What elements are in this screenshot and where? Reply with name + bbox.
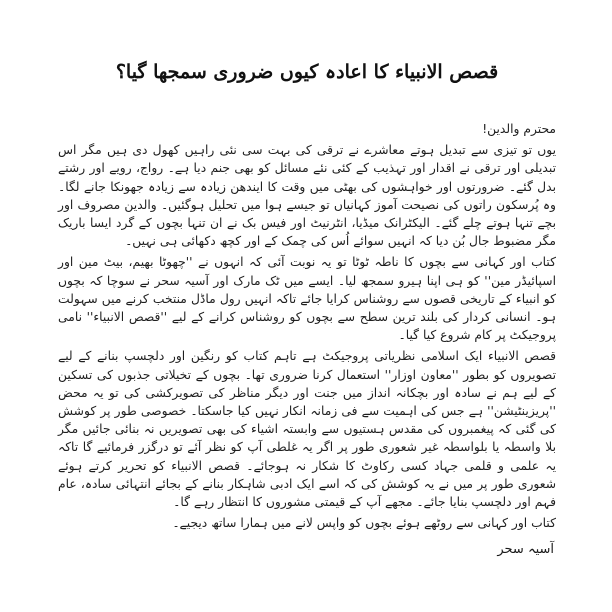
paragraph-4: کتاب اور کہانی سے روٹھے ہوئے بچوں کو واپس لانے میں ہمارا ساتھ دیجیے۔ [172, 516, 556, 531]
paragraph-3: قصص الانبیاء ایک اسلامی نظریاتی پروجیکٹ ہے تاہم کتاب کو رنگین اور دلچسپ بنانے کے لیے تصویروں کو بطور ''معاون اوزار'' استعمال کرنا ضروری تھا۔ بچوں کے تخیلاتی جذبوں کی تسکین کے لیے ہم نے سادہ اور بچکانہ انداز میں جنت اور دیگر مناظر کی تصویرکشی کی تو یہ محض ''پریزینٹیشن'' ہے جس کی اہمیت سے فی زمانہ انکار نہیں کیا جاسکتا۔ خصوصی طور پر کوشش کی گئی کہ پیغمبروں کی مقدس ہستیوں سے وابستہ اشیاء کی بھی تصویریں نہ بنائی جائیں مگر بلا واسطہ یا بلواسطہ غیر شعوری طور پر اگر یہ غلطی آپ کو نظر آئے تو درگزر فرمائیے گا تاکہ یہ علمی و قلمی جہاد کسی رکاوٹ کا شکار نہ ہوجائے۔ قصص الانبیاء کو تحریر کرتے ہوئے شعوری طور پر میں نے یہ کوشش کی کہ اسے ایک ادبی شاہکار بنانے کے بجائے انتہائی سادہ، عام فہم اور دلچسپ بنایا جائے۔ مجھے آپ کے قیمتی مشوروں کا انتظار رہے گا۔ [58, 349, 556, 510]
paragraph-2: کتاب اور کہانی سے بچوں کا ناطہ ٹوٹا تو یہ نوبت آئی کہ انہوں نے ''چھوٹا بھیم، بیٹ مین اور اسپائیڈر مین'' کو ہی اپنا ہیرو سمجھ لیا۔ ایسے میں ٹک مارک اور آسیہ سحر نے سوچا کہ بچوں کو انبیاء کے تاریخی قصوں سے روشناس کرایا جائے تاکہ انہیں رول ماڈل منتخب کرنے میں سہولت ہو۔ انسانی کردار کی بلند ترین سطح سے بچوں کو روشناس کرانے کے لیے ''قصص الانبیاء'' نامی پروجیکٹ پر کام شروع کیا گیا۔ [58, 255, 556, 343]
page-title: قصص الانبیاء کا اعادہ کیوں ضروری سمجھا گیا؟ [115, 61, 499, 83]
signature: آسیہ سحر [497, 542, 554, 558]
paragraph-1: یوں تو تیزی سے تبدیل ہوتے معاشرے نے ترقی کی بہت سی نئی راہیں کھول دی ہیں مگر اس تبدیلی اور ترقی نے اقدار اور تہذیب کے کئی نئے مسائل کو بھی جنم دیا ہے۔ رواج، رویے اور رشتے بدل گئے۔ ضرورتوں اور خواہشوں کی بھٹی میں وقت کا ایندھن زیادہ سے زیادہ جھونکا جانے لگا۔ وہ پُرسکون راتوں کی نصیحت آموز کہانیاں تو جیسے ہوا میں تحلیل ہوگئیں۔ والدین مصروف اور بچے تنہا ہوتے چلے گئے۔ الیکٹرانک میڈیا، انٹرنیٹ اور فیس بک نے ان تنہا بچوں کے گرد ایسا باریک مگر مضبوط جال بُن دیا کہ انہیں سوائے اُس کی چمک کے اور کچھ دکھائی ہی نہیں۔ [58, 143, 556, 249]
salutation: محترم والدین! [482, 122, 556, 136]
letter-body [58, 120, 556, 532]
